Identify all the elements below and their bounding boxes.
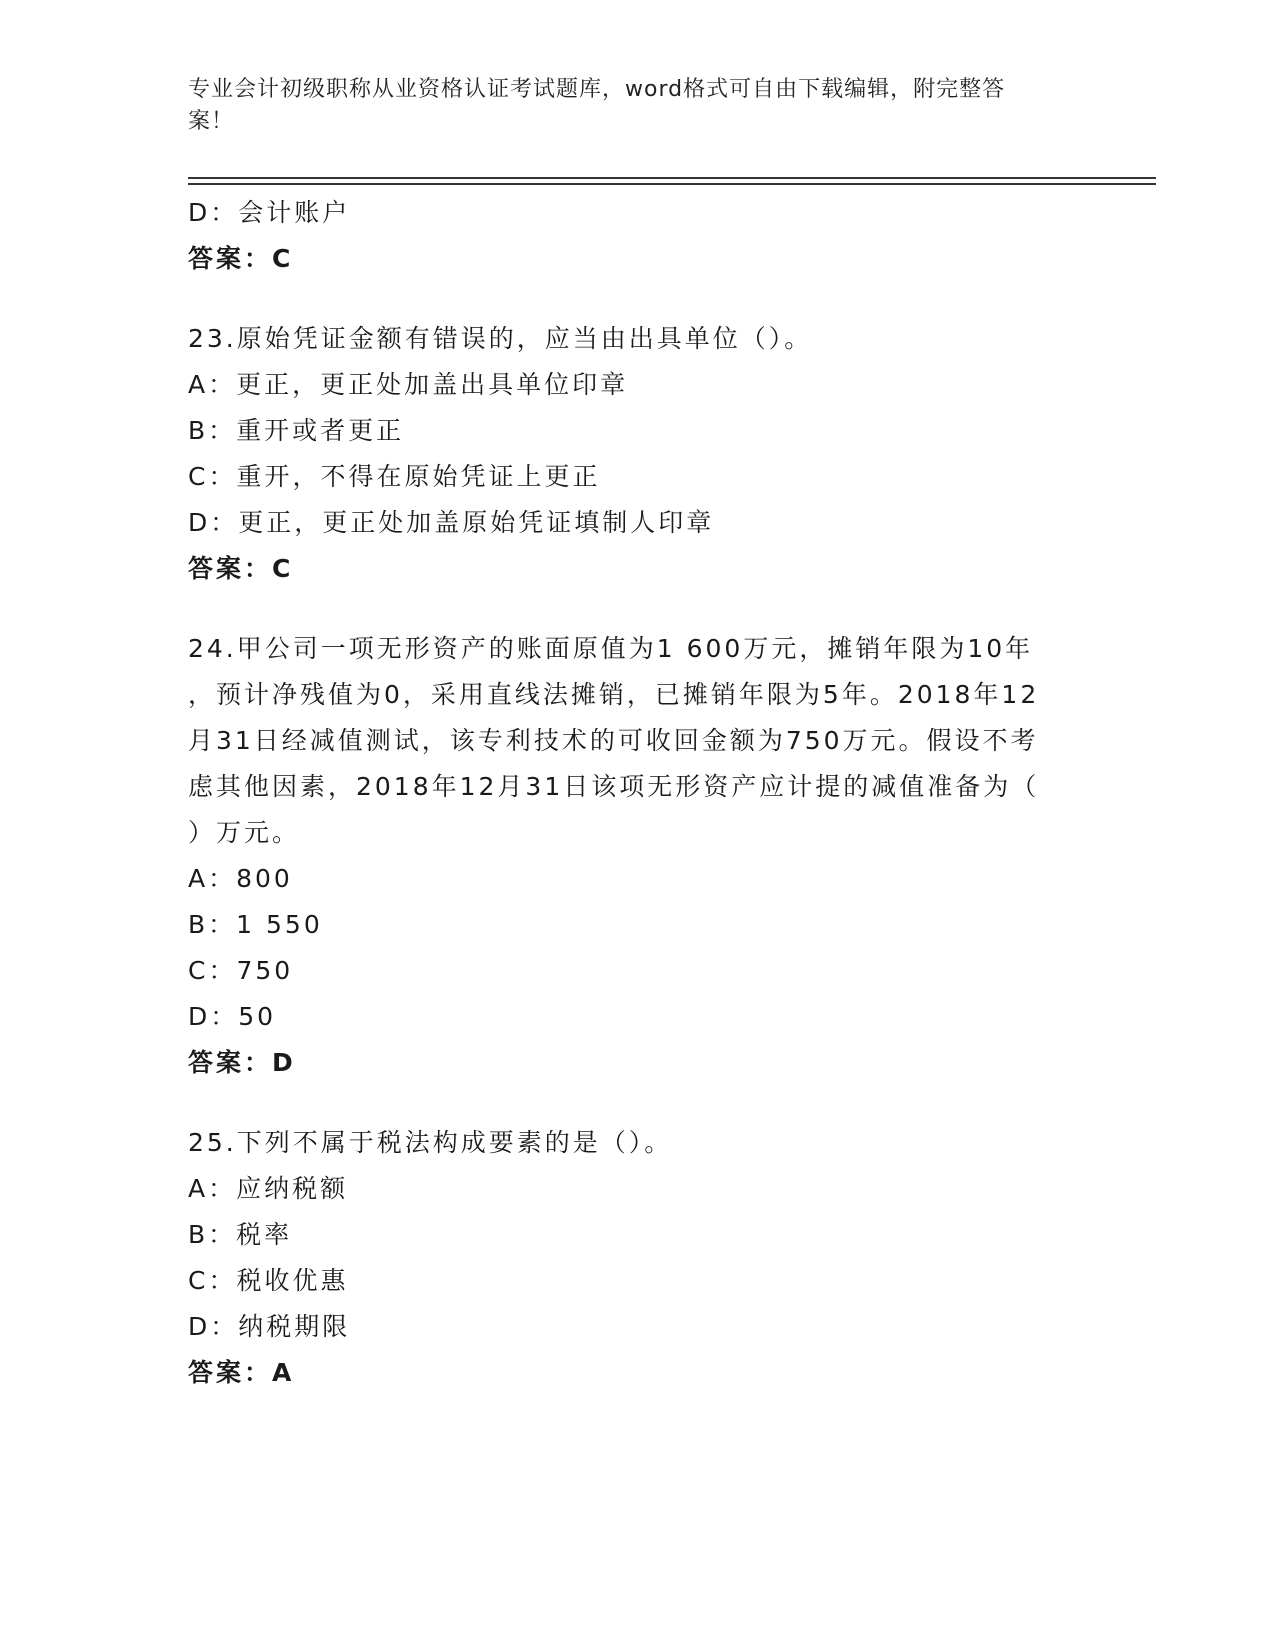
header-divider-bottom xyxy=(188,183,1156,185)
option-d: D：更正，更正处加盖原始凭证填制人印章 xyxy=(188,508,715,537)
option-c: C：750 xyxy=(188,956,294,985)
option-a: A：更正，更正处加盖出具单位印章 xyxy=(188,370,629,399)
header-line-2: 案！ xyxy=(188,109,235,134)
stem-line-1: 24.甲公司一项无形资产的账面原值为1 600万元，摊销年限为10年 xyxy=(188,634,1034,663)
stem-line-5: ）万元。 xyxy=(188,818,301,847)
answer-line: 答案：C xyxy=(188,554,294,583)
option-d: D：50 xyxy=(188,1002,277,1031)
option-b: B：重开或者更正 xyxy=(188,416,405,445)
question-stem: 23.原始凭证金额有错误的，应当由出具单位（）。 xyxy=(188,324,813,353)
option-b: B：税率 xyxy=(188,1220,293,1249)
question-stem: 25.下列不属于税法构成要素的是（）。 xyxy=(188,1128,673,1157)
option-c: C：重开，不得在原始凭证上更正 xyxy=(188,462,601,491)
answer-line: 答案：C xyxy=(188,244,294,273)
option-a: A：应纳税额 xyxy=(188,1174,349,1203)
stem-line-3: 月31日经减值测试，该专利技术的可收回金额为750万元。假设不考 xyxy=(188,726,1039,755)
page-header xyxy=(188,74,1068,138)
question-24 xyxy=(188,626,1078,1086)
answer-line: 答案：D xyxy=(188,1048,296,1077)
question-stem xyxy=(188,626,1078,856)
option-a: A：800 xyxy=(188,864,293,893)
option-b: B：1 550 xyxy=(188,910,323,939)
stem-line-2: ，预计净残值为0，采用直线法摊销，已摊销年限为5年。2018年12 xyxy=(188,680,1040,709)
header-divider-top xyxy=(188,177,1156,179)
answer-line: 答案：A xyxy=(188,1358,295,1387)
header-line-1: 专业会计初级职称从业资格认证考试题库，word格式可自由下载编辑，附完整答 xyxy=(188,77,1006,102)
stem-line-4: 虑其他因素，2018年12月31日该项无形资产应计提的减值准备为（ xyxy=(188,772,1040,801)
option-d: D：纳税期限 xyxy=(188,1312,351,1341)
question-23 xyxy=(188,316,1078,592)
question-25 xyxy=(188,1120,1078,1396)
question-22-tail xyxy=(188,190,1078,282)
option-d: D：会计账户 xyxy=(188,198,351,227)
question-list xyxy=(188,190,1078,1396)
option-c: C：税收优惠 xyxy=(188,1266,349,1295)
